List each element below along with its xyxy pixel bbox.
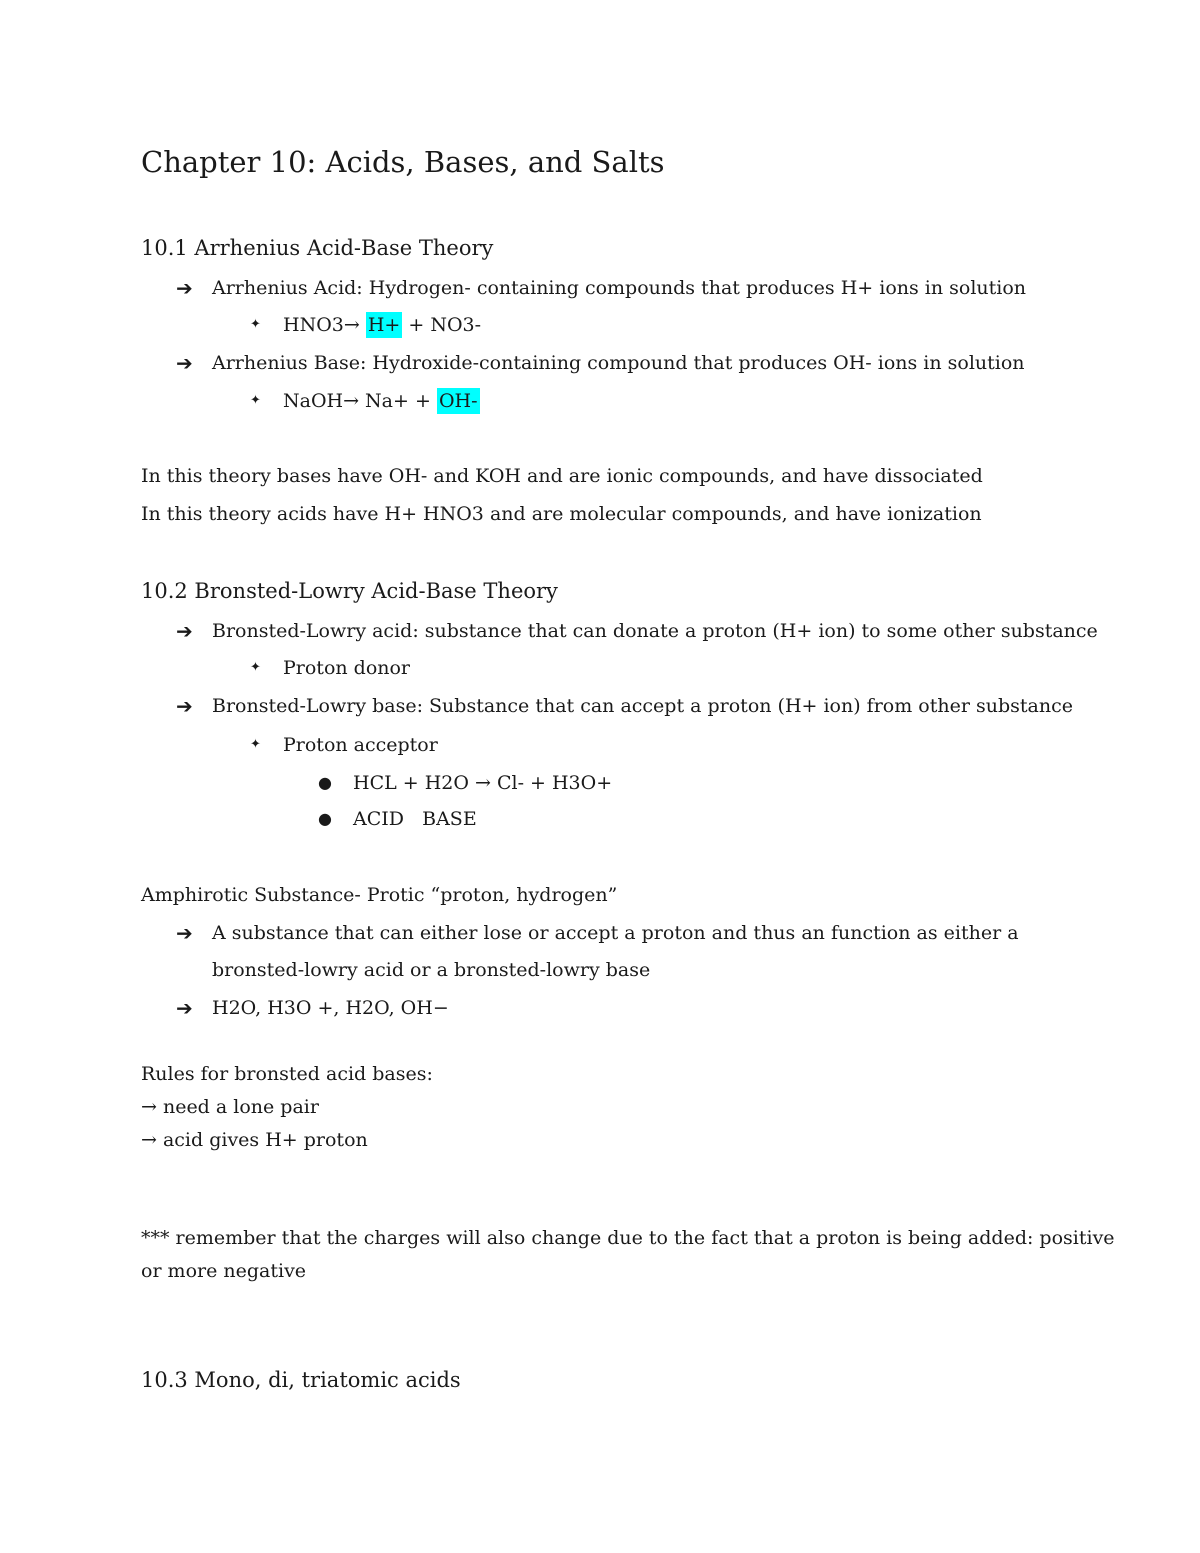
bronsted-base-definition: Bronsted-Lowry base: Substance that can accept a proton (H+ ion) from other substance	[212, 695, 1073, 717]
rules-heading: Rules for bronsted acid bases:	[141, 1063, 433, 1085]
proton-donor-note: Proton donor	[283, 657, 411, 679]
equation-text: + NO3-	[402, 314, 482, 336]
highlighted-ion: H+	[367, 314, 401, 336]
highlighted-ion: OH-	[438, 390, 478, 412]
rule-lone-pair: → need a lone pair	[141, 1096, 319, 1118]
equation-labels: ACID BASE	[353, 808, 477, 830]
arrhenius-acid-equation	[283, 313, 481, 337]
remember-note-line1: *** remember that the charges will also change due to the fact that a proton is being added: positive	[141, 1227, 1115, 1249]
amphirotic-definition-line2: bronsted-lowry acid or a bronsted-lowry base	[212, 959, 651, 981]
diamond-bullet-icon: ✦	[250, 660, 261, 675]
remember-note-line2: or more negative	[141, 1260, 307, 1282]
amphirotic-examples: H2O, H3O +, H2O, OH−	[212, 997, 449, 1019]
arrow-bullet-icon: ➔	[176, 619, 193, 643]
diamond-bullet-icon: ✦	[250, 317, 261, 332]
section-heading-mono-di-tri: 10.3 Mono, di, triatomic acids	[141, 1368, 461, 1392]
arrow-bullet-icon: ➔	[176, 921, 193, 945]
theory-note-bases: In this theory bases have OH- and KOH and are ionic compounds, and have dissociated	[141, 465, 983, 487]
arrhenius-base-equation	[283, 389, 480, 413]
arrow-bullet-icon: ➔	[176, 694, 193, 718]
equation-text: NaOH→ Na+ +	[283, 390, 437, 412]
arrow-bullet-icon: ➔	[176, 351, 193, 375]
dot-bullet-icon: ●	[318, 773, 332, 792]
rule-acid-gives-proton: → acid gives H+ proton	[141, 1129, 368, 1151]
page-title: Chapter 10: Acids, Bases, and Salts	[141, 145, 665, 179]
proton-acceptor-note: Proton acceptor	[283, 734, 438, 756]
dot-bullet-icon: ●	[318, 809, 332, 828]
diamond-bullet-icon: ✦	[250, 393, 261, 408]
theory-note-acids: In this theory acids have H+ HNO3 and are molecular compounds, and have ionization	[141, 503, 982, 525]
bronsted-equation: HCL + H2O → Cl- + H3O+	[353, 772, 613, 794]
arrhenius-acid-definition: Arrhenius Acid: Hydrogen- containing compounds that produces H+ ions in solution	[212, 277, 1027, 299]
equation-text: HNO3→	[283, 314, 366, 336]
bronsted-acid-definition: Bronsted-Lowry acid: substance that can donate a proton (H+ ion) to some other substance	[212, 620, 1098, 642]
section-heading-arrhenius: 10.1 Arrhenius Acid-Base Theory	[141, 236, 494, 260]
diamond-bullet-icon: ✦	[250, 737, 261, 752]
amphirotic-heading: Amphirotic Substance- Protic “proton, hydrogen”	[141, 884, 618, 906]
amphirotic-definition-line1: A substance that can either lose or accept a proton and thus an function as either a	[212, 922, 1019, 944]
section-heading-bronsted: 10.2 Bronsted-Lowry Acid-Base Theory	[141, 579, 558, 603]
arrow-bullet-icon: ➔	[176, 996, 193, 1020]
arrhenius-base-definition: Arrhenius Base: Hydroxide-containing compound that produces OH- ions in solution	[212, 352, 1025, 374]
arrow-bullet-icon: ➔	[176, 276, 193, 300]
